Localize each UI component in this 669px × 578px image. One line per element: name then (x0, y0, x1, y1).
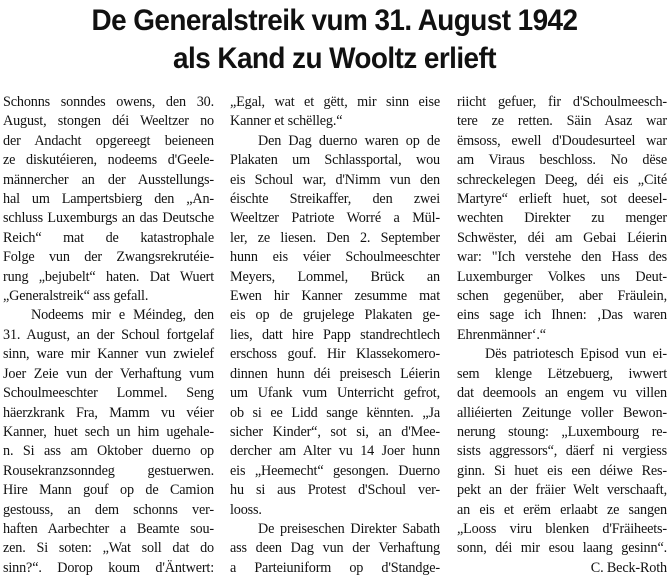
text-line: wechten Direkter zu menger (457, 210, 667, 227)
text-line: Reich“ mat de katastrophale (3, 229, 214, 246)
text-line: Ewen hir Kanner zesumme mat (230, 288, 440, 305)
text-line: tere ze retten. Säin Asaz war (457, 113, 667, 130)
text-line: erschoss gouf. Hir Klassekomero- (230, 346, 440, 363)
text-line: hunn eis véier Schoulmeeschter (230, 249, 440, 266)
text-line: eis op de grujelege Plakaten ge- (230, 307, 440, 324)
text-line: dinnen hunn déi preisesch Léierin (230, 365, 440, 382)
text-line: sonn, déi mir esou laang gesinn“. (457, 540, 667, 557)
text-line: haften Aarbechter a Beamte sou- (3, 520, 214, 537)
text-line: schen gegenüber, aber Fräulein, (457, 288, 667, 305)
text-line: Rousekranzsonndeg gestuerwen. (3, 462, 214, 479)
text-line: Meyers, Lommel, Brück an (230, 268, 440, 285)
text-line: sem klenge Lëtzebuerg, iwwert (457, 365, 667, 382)
article-column-3 (457, 93, 667, 578)
text-line: der Andacht opgereegt beieneen (3, 132, 214, 149)
text-line: 31. August, an der Schoul fortgelaf (3, 326, 214, 343)
text-line: nerung stoung: „Luxembourg re- (457, 423, 667, 440)
author-signature: C. Beck-Roth (590, 559, 667, 576)
text-line: Kanner, huet sech un him ugehale- (3, 423, 214, 440)
text-line: Martyre“ erlieft huet, sot deesel- (457, 191, 667, 208)
text-line: Den Dag duerno waren op de (258, 132, 440, 149)
text-line: gestouss, an dem schonns ver- (3, 501, 214, 518)
text-line: häerzkrank Fra, Mamm vu véier (3, 404, 214, 421)
text-line: Schonns sonndes owens, den 30. (3, 94, 214, 110)
text-line: Folge vun der Zwangsrekrutéie- (3, 249, 214, 266)
text-line: ëmsoss, ewell d'Doudesurteel war (457, 132, 667, 149)
text-line: sinn, ware mir Kanner vun zwielef (3, 346, 214, 363)
text-line: pekt an der fräier Welt verschaaft, (457, 482, 667, 499)
article-column-1 (3, 93, 214, 578)
text-line: „Looss viru blenken d'Fräiheets- (457, 520, 667, 537)
text-line: am Viraus beschloss. No dëse (457, 152, 667, 169)
text-line: lies, datt hire Papp standrechtlech (230, 326, 440, 343)
text-line: Weeltzer Patriote Worré a Mül- (230, 210, 440, 227)
text-line: zen. Si soten: „Wat soll dat do (3, 540, 214, 557)
text-line: August, stongen déi Weeltzer no (3, 113, 214, 130)
text-line: rung „bejubelt“ haten. Dat Wuert (3, 268, 214, 285)
text-line: an eis et erëm erlaabt ze sangen (457, 501, 667, 518)
article-column-2 (230, 93, 440, 578)
text-line: eins sage ich Ihnen: ‚Das waren (457, 307, 667, 324)
text-line: Schwëster, déi am Gebai Léierin (457, 229, 667, 246)
text-line: looss. (230, 501, 262, 518)
text-line: eis „Heemecht“ gesongen. Duerno (230, 462, 440, 479)
text-line: ler, ze liesen. Den 2. September (230, 229, 440, 246)
text-line: Ehrenmänner‘.“ (457, 326, 546, 343)
text-line: hu si aus Protest d'Schoul ver- (230, 482, 440, 499)
text-line: ginn. Si huet eis een déiwe Res- (457, 462, 667, 479)
text-line: ze diskutéieren, nodeems d'Geele- (3, 152, 214, 169)
text-line: dercher am Alter vu 14 Joer hunn (230, 443, 440, 460)
text-line: Luxemburger Volkes uns Deut- (457, 268, 667, 285)
text-line: n. Si ass am Oktober duerno op (3, 443, 214, 460)
text-line: riicht gefuer, fir d'Schoulmeesch- (457, 94, 667, 110)
text-line: De preiseschen Direkter Sabath (258, 520, 440, 537)
text-line: schluss Luxemburgs an das Deutsche (3, 210, 214, 227)
text-line: „Generalstreik“ ass gefall. (3, 288, 149, 305)
text-line: männercher an der Ausstellungs- (3, 171, 214, 188)
text-line: sicher Kinder“, sot si, an d'Mee- (230, 423, 440, 440)
text-line: Hire Mann gouf op de Camion (3, 482, 214, 499)
text-line: „Egal, wat et gëtt, mir sinn eise (230, 94, 440, 110)
text-line: sinn?“. Dorop koum d'Äntwert: (3, 559, 214, 576)
text-line: dat deemools an engem vu villen (457, 385, 667, 402)
text-line: um Ufank vum Unterricht gefrot, (230, 385, 440, 402)
text-line: Nodeems mir e Méindeg, den (31, 307, 214, 324)
text-line: Kanner et schëlleg.“ (230, 113, 343, 130)
text-line: sists aggressors“, däerf ni vergiess (457, 443, 667, 460)
article-headline (23, 2, 645, 78)
text-line: war: "Ich verstehe den Hass des (457, 249, 667, 266)
headline-line-1: De Generalstreik vum 31. August 1942 (91, 4, 578, 37)
text-line: Joer Zeie vun der Verhaftung vum (3, 365, 214, 382)
text-line: a Parteiuniform op d'Standge- (230, 559, 440, 576)
text-line: ass deen Dag vun der Verhaftung (230, 540, 440, 557)
text-line: Dës patriotesch Episod vun ei- (485, 346, 667, 363)
text-line: Schoulmeeschter Lommel. Seng (3, 385, 214, 402)
headline-line-2: als Kand zu Wooltz erlieft (173, 42, 496, 75)
text-line: alliéierten Zeitunge voller Bewon- (457, 404, 667, 421)
text-line: éischte Streikaffer, den zwei (230, 191, 440, 208)
text-line: eis Schoul war, d'Nimm vun den (230, 171, 440, 188)
text-line: ob si ee Lidd sange kënnten. „Ja (230, 404, 440, 421)
text-line: schreckelegen Deeg, déi eis „Cité (457, 171, 667, 188)
text-line: Plakaten um Schlassportal, wou (230, 152, 440, 169)
text-line: hal um Lampertsbierg den „An- (3, 191, 214, 208)
